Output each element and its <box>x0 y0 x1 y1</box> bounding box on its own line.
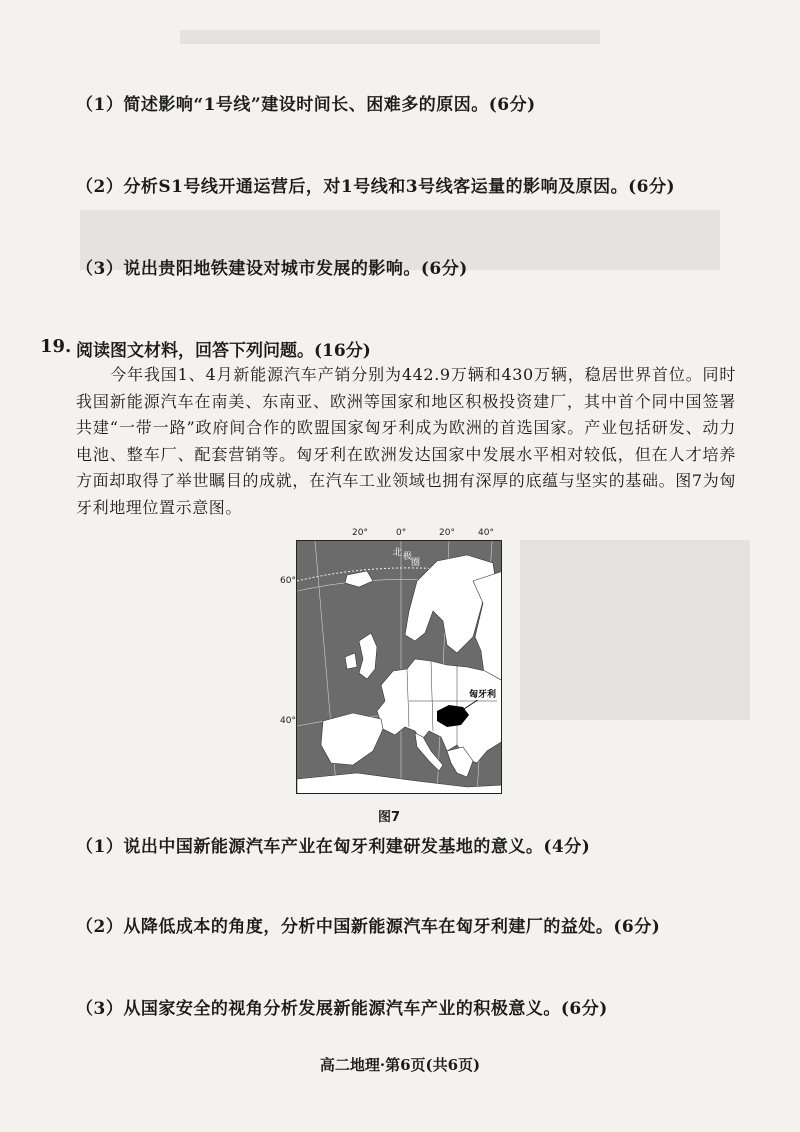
lon-label: 20° <box>439 528 455 538</box>
map-frame <box>296 540 502 794</box>
question-item-1: （1）说出中国新能源汽车产业在匈牙利建研发基地的意义。(4分) <box>76 837 591 857</box>
lat-label: 60° <box>280 576 296 586</box>
arctic-circle-label: 极 <box>403 552 413 562</box>
prev-question-item-2: （2）分析S1号线开通运营后，对1号线和3号线客运量的影响及原因。(6分) <box>76 177 676 197</box>
page-footer: 高二地理·第6页(共6页) <box>319 1056 481 1074</box>
paragraph-text: 今年我国1、4月新能源汽车产销分别为442.9万辆和430万辆，稳居世界首位。同时我国新能源汽车在南美、东南亚、欧洲等国家和地区积极投资建厂，其中首个同中国签署共建“一带一路”政府间合作的欧盟国家匈牙利成为欧洲的首选国家。产业包括研发、动力电池、整车厂、配套营销等。匈牙利在欧洲发达国家中发展水平相对较低，但在人才培养方面却取得了举世瞩目的成就，在汽车工业领域也拥有深厚的底蕴与坚实的基础。图7为匈牙利地理位置示意图。 <box>76 365 736 517</box>
prev-question-item-1: （1）简述影响“1号线”建设时间长、困难多的原因。(6分) <box>76 95 536 115</box>
question-intro: 阅读图文材料，回答下列问题。(16分) <box>76 341 371 361</box>
hungary-location-map <box>280 528 502 794</box>
europe-map-svg <box>297 541 502 794</box>
figure-caption: 图7 <box>378 810 401 825</box>
hungary-label: 匈牙利 <box>469 687 496 700</box>
bleed-through-mark <box>180 30 600 44</box>
prev-question-item-3: （3）说出贵阳地铁建设对城市发展的影响。(6分) <box>76 259 468 279</box>
arctic-circle-label: 圈 <box>411 558 421 568</box>
question-item-3: （3）从国家安全的视角分析发展新能源汽车产业的积极意义。(6分) <box>76 999 608 1019</box>
lon-label: 40° <box>478 528 494 538</box>
question-item-2: （2）从降低成本的角度，分析中国新能源汽车在匈牙利建厂的益处。(6分) <box>76 917 661 937</box>
lat-label: 40° <box>280 716 296 726</box>
question-paragraph <box>76 362 736 521</box>
bleed-through-mark <box>520 540 750 720</box>
lon-label: 0° <box>396 528 407 538</box>
lon-label: 20° <box>352 528 368 538</box>
question-number: 19. <box>40 336 72 357</box>
arctic-circle-label: 北 <box>393 548 403 558</box>
